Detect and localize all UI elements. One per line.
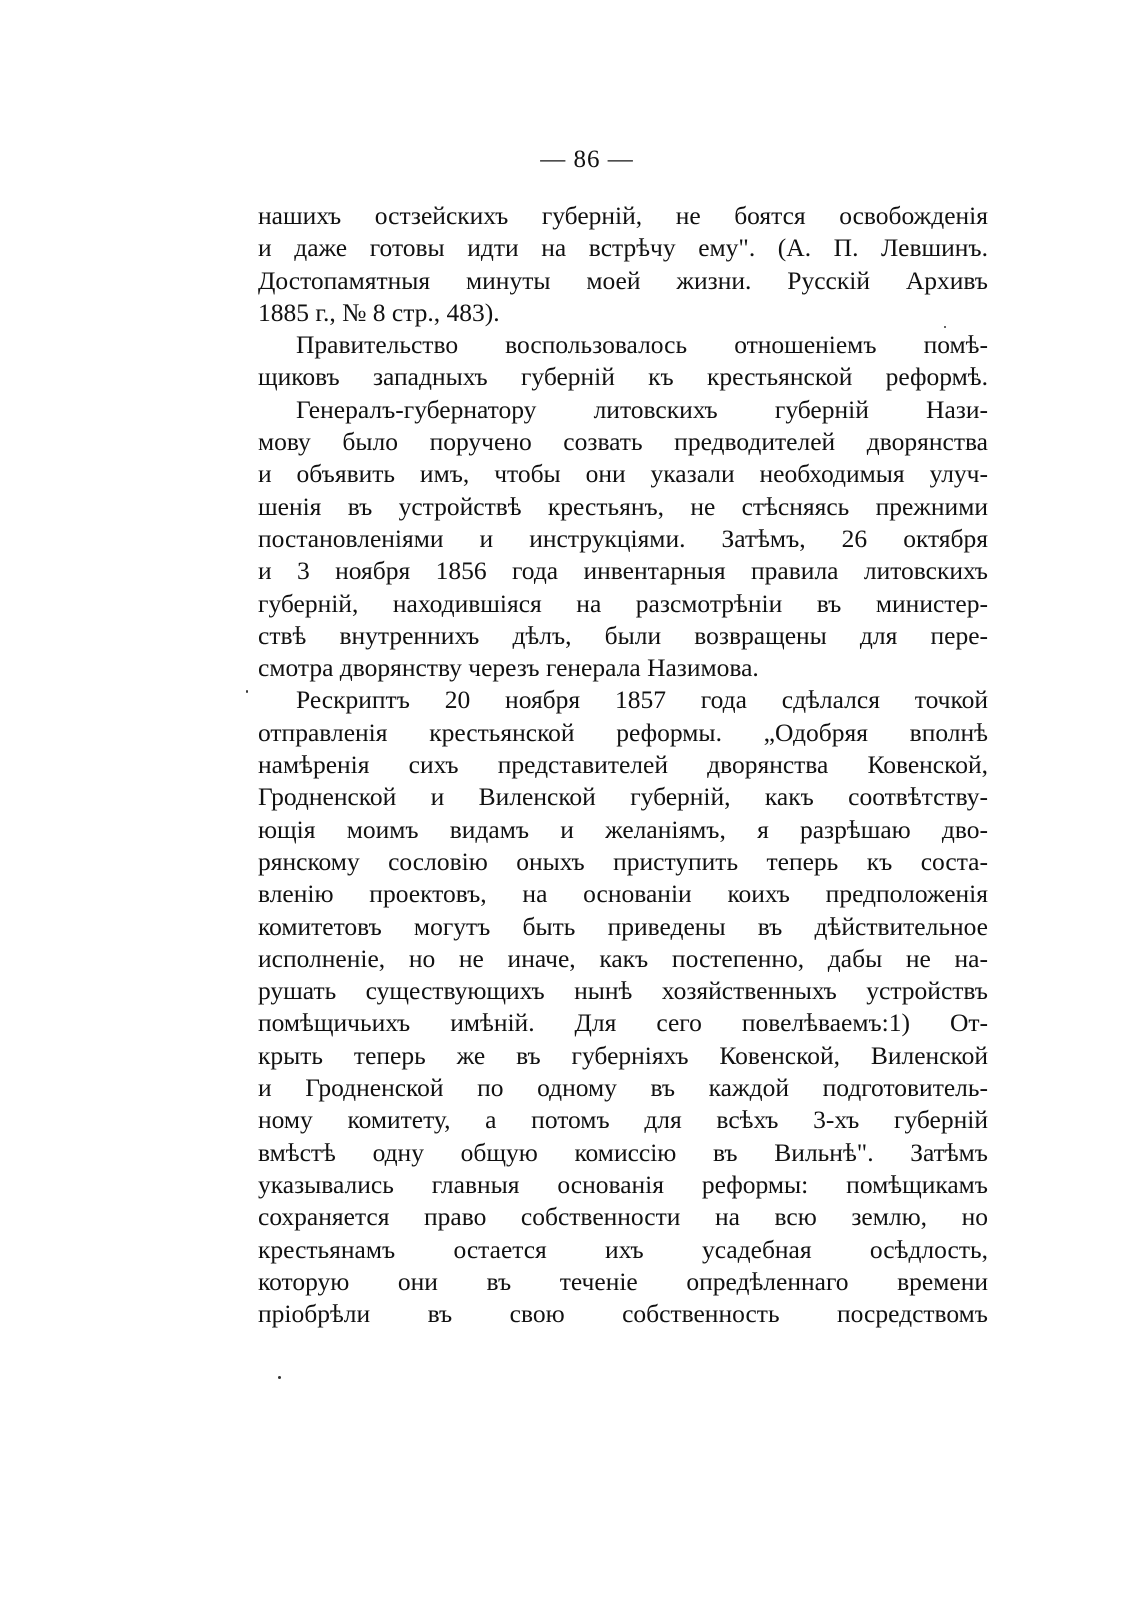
text-line: которую они въ теченіе опредѣленнаго времени <box>258 1266 988 1296</box>
text-line: и 3 ноября 1856 года инвентарныя правила литовскихъ <box>258 556 988 586</box>
text-line: крестьянамъ остается ихъ усадебная осѣдлость, <box>258 1234 988 1264</box>
text-line: сохраняется право собственности на всю землю, но <box>258 1202 988 1232</box>
text-line: Генералъ-губернатору литовскихъ губерній Нази- <box>296 394 988 424</box>
text-line: рушать существующихъ нынѣ хозяйственныхъ устройствъ <box>258 976 988 1006</box>
text-line: и объявить имъ, чтобы они указали необходимыя улуч- <box>258 459 988 489</box>
scan-speck <box>278 1376 281 1379</box>
text-line: мову было поручено созвать предводителей дворянства <box>258 427 988 457</box>
text-line: и Гродненской по одному въ каждой подготовитель- <box>258 1073 988 1103</box>
text-line: 1885 г., № 8 стр., 483). <box>258 297 500 327</box>
body-text <box>258 200 988 1330</box>
text-line: нашихъ остзейскихъ губерній, не боятся освобожденія <box>258 201 988 230</box>
paragraph-1 <box>258 200 988 329</box>
scan-speck <box>944 326 946 328</box>
text-line: постановленіями и инструкціями. Затѣмъ, 26 октября <box>258 523 988 553</box>
text-line: ющія моимъ видамъ и желаніямъ, я разрѣшаю дво- <box>258 814 988 844</box>
text-line: намѣренія сихъ представителей дворянства Ковенской, <box>258 750 988 780</box>
text-line: ному комитету, а потомъ для всѣхъ 3-хъ губерній <box>258 1105 988 1135</box>
text-line: рянскому сословію оныхъ приступить теперь къ соста- <box>258 846 988 876</box>
text-line: вмѣстѣ одну общую комиссію въ Вильнѣ". Затѣмъ <box>258 1137 988 1167</box>
text-line: Рескриптъ 20 ноября 1857 года сдѣлался точкой <box>296 685 988 715</box>
paragraph-2 <box>258 329 988 394</box>
text-line: ствѣ внутреннихъ дѣлъ, были возвращены для пере- <box>258 620 988 650</box>
text-line: комитетовъ могутъ быть приведены въ дѣйствительное <box>258 911 988 941</box>
text-line: щиковъ западныхъ губерній къ крестьянской реформѣ. <box>258 362 988 392</box>
text-line: пріобрѣли въ свою собственность посредствомъ <box>258 1299 988 1329</box>
text-line: Достопамятныя минуты моей жизни. Русскій Архивъ <box>258 265 988 295</box>
text-line: помѣщичьихъ имѣній. Для сего повелѣваемъ:1) От- <box>258 1008 988 1038</box>
text-line: Гродненской и Виленской губерній, какъ соотвѣтству- <box>258 782 988 812</box>
scan-speck <box>246 690 248 693</box>
page-number: — 86 — <box>540 146 634 173</box>
text-line: Правительство воспользовалось отношеніемъ помѣ- <box>296 330 988 360</box>
paragraph-4 <box>258 684 988 1330</box>
text-line: вленію проектовъ, на основаніи коихъ предположенія <box>258 879 988 909</box>
text-line: крыть теперь же въ губерніяхъ Ковенской, Виленской <box>258 1040 988 1070</box>
paragraph-3 <box>258 394 988 685</box>
text-line: отправленія крестьянской реформы. „Одобряя вполнѣ <box>258 717 988 747</box>
text-line: исполненіе, но не иначе, какъ постепенно, дабы не на- <box>258 943 988 973</box>
text-line: указывались главныя основанія реформы: помѣщикамъ <box>258 1169 988 1199</box>
text-line: и даже готовы идти на встрѣчу ему". (А. П. Левшинъ. <box>258 233 988 263</box>
text-line: шенія въ устройствѣ крестьянъ, не стѣсняясь прежними <box>258 491 988 521</box>
text-line: губерній, находившіяся на разсмотрѣніи въ министер- <box>258 588 988 618</box>
text-line: смотра дворянству черезъ генерала Назимова. <box>258 653 759 683</box>
